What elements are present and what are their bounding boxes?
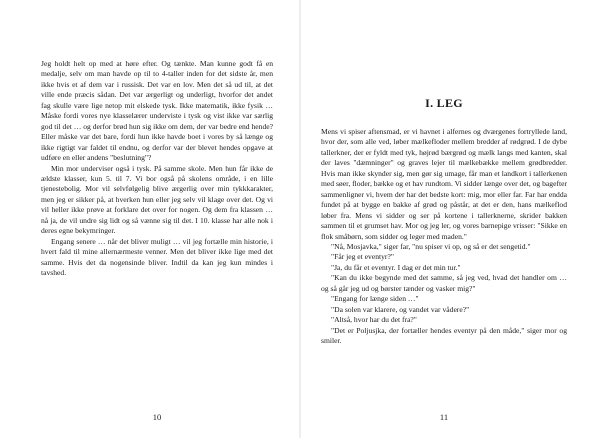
paragraph: "Kan du ikke begynde med det samme, så jeg ved, hvad det handler om … og så går jeg ud og børster tænder og vasker mig?" <box>321 273 567 293</box>
paragraph: "Engang for længe siden …" <box>331 294 419 304</box>
paragraph: "Nå, Mosjavka," siger far, "nu spiser vi op, og så er det sengetid." <box>331 241 531 251</box>
paragraph: "Da solen var klarere, og vandet var vådere?" <box>331 304 470 314</box>
chapter-title: I. LEG <box>425 96 463 110</box>
left-page-text <box>41 59 273 279</box>
paragraph: Mens vi spiser aftensmad, er vi havnet i alfernes og dværgenes fortryllede land, hvor der, som alle ved, løber mælkefloder mellem bredder af rødgrød. I de dybe tallerkner, der er fyldt med tyk, højrød bærgrød og mælk langs med kanten, skal der laves "dæmninger" og graves lejer til mælkebække mellem grødbredder. Hvis man ikke skynder sig, men gør sig umage, får man et landkort i tallerkenen med søer, floder, bække og et hav rundtom. Vi sidder længe over det, og bagefter sammenligner vi, hvem der har det bedste kort: mig, mor eller far. Far har endda fundet på at bygge en bakke af grød og påstår, at det er den, hans mælkeflod løber fra. Mens vi sidder og ser på kortene i tallerknerne, skrider bakken sammen til et grumset hav. Mor og jeg ler, og vores barnepige vrisser: "Sikke en flok småbørn, som sidder og leger med maden." <box>321 127 567 241</box>
paragraph: "Får jeg et eventyr?" <box>331 252 394 262</box>
paragraph: Engang senere … når det bliver muligt … vil jeg fortælle min historie, i hvert fald til mine allernærmeste venner. Men det bliver ikke lige med det samme. Hvis det da nogensinde bliver. Indtil da kan jeg kun mindes i tavshed. <box>41 236 273 278</box>
paragraph: "Det er Poljusjka, der fortæller hendes eventyr på den måde," siger mor og smiler. <box>321 325 567 346</box>
right-page-text <box>321 127 567 347</box>
paragraph: Min mor underviser også i tysk. På samme skole. Men hun får ikke de ældste klasser, kun 5. til 7. Vi bor også på skolens område, i en lille tjenestebolig. Mor vil selvfølgelig blive ærgerlig over min tykkkarakter, men jeg er sikker på, at hverken hun eller jeg selv vil klage over det. Og vi vil heller ikke prøve at forklare det over for nogen. Og dem fra klassen … nå ja, de vil undre sig lidt og så vænne sig til det. I 10. klasse har alle nok i deres egne bekymringer. <box>41 163 273 236</box>
paragraph: Jeg holdt helt op med at høre efter. Og tænkte. Man kunne godt få en medalje, selv om man havde op til to 4-taller inden for det sidste år, men ikke hvis et af dem var i russisk. Det var en lov. Men det så ud til, at det ville ende præcis sådan. Det var ærgerligt og underligt, hvorfor det andet fag skulle være lige netop mit elskede tysk. Ikke matematik, ikke fysik … Måske fordi vores nye klasselærer underviste i tysk og vist ikke var særlig god til det … og derfor brød hun sig ikke om dem, der var bedre end hende? Eller måske var det bare, fordi hun ikke havde boet i vores by så længe og ikke rigtigt var faldet til endnu, og derfor var der blevet hendes opgave at udføre en eller andens "beslutning"? <box>41 59 273 163</box>
right-page <box>300 0 600 438</box>
page-number: 10 <box>152 412 162 422</box>
paragraph: "Ja, du får et eventyr. I dag er det min tur." <box>331 262 461 272</box>
paragraph: "Altså, hvor har du det fra?" <box>331 315 417 325</box>
page-number: 11 <box>439 412 449 422</box>
